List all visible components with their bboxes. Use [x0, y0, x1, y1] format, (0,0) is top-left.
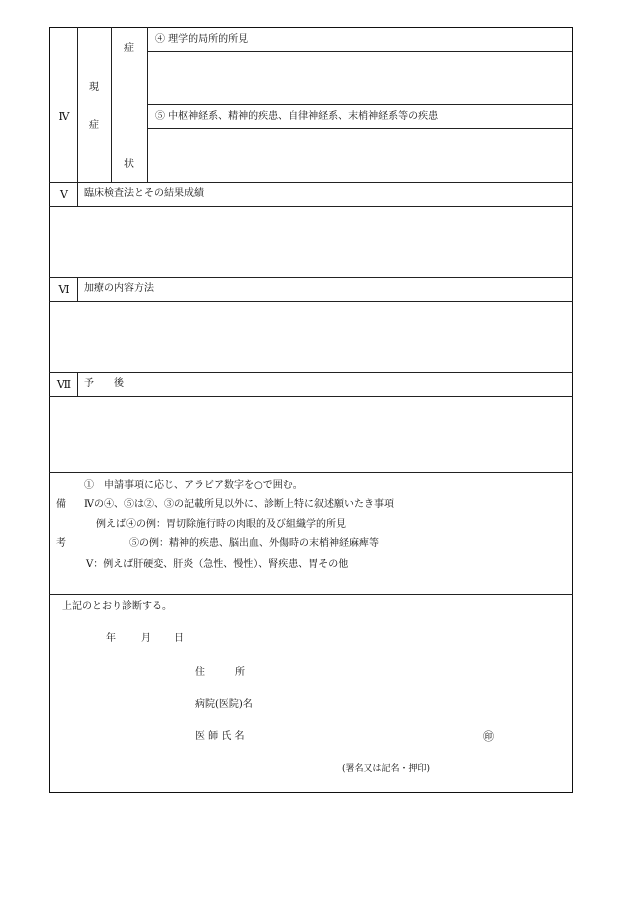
section7-title: 予 後 — [84, 378, 124, 389]
divider-h-section5-header — [49, 206, 573, 207]
divider-h-section6-header — [49, 301, 573, 302]
section5-number: Ⅴ — [60, 188, 68, 201]
divider-v-gensho-col — [111, 27, 112, 182]
divider-h-certification-top — [49, 594, 573, 595]
section4-item5-heading: ⑤ 中枢神経系、精神的疾患、自律神経系、末梢神経系等の疾患 — [155, 111, 439, 122]
section6-title: 加療の内容方法 — [84, 283, 154, 294]
remarks-label-bi: 備 — [56, 499, 66, 510]
remarks-line: ① 申請事項に応じ、アラビア数字を○で囲む。 — [84, 480, 303, 491]
section4-sub-jo: 状 — [124, 159, 134, 170]
remarks-line: Ⅴ：例えば肝硬変、肝炎（急性、慢性）、腎疾患、胃その他 — [86, 559, 349, 570]
date-month-label: 月 — [141, 633, 151, 644]
seal-mark: ㊞ — [483, 730, 494, 743]
divider-h-item5-top — [147, 104, 572, 105]
section4-item4-heading: ④ 理学的局所的所見 — [155, 34, 249, 45]
date-year-label: 年 — [106, 633, 116, 644]
divider-v-section7-number — [77, 372, 78, 396]
divider-h-item5-header — [147, 128, 572, 129]
section7-number: Ⅶ — [56, 378, 72, 391]
address-label: 住 所 — [195, 667, 245, 678]
divider-h-section5-top — [49, 182, 573, 183]
remarks-label-kou: 考 — [56, 538, 66, 549]
hospital-name-label: 病院(医院)名 — [195, 699, 253, 710]
section4-sub-sho: 症 — [124, 43, 134, 54]
doctor-name-label: 医 師 氏 名 — [195, 731, 245, 742]
divider-h-section7-top — [49, 372, 573, 373]
divider-v-number-col — [77, 27, 78, 182]
section4-label-sho: 症 — [89, 120, 99, 131]
section6-number: Ⅵ — [58, 283, 70, 296]
remarks-line: ⑤の例：精神的疾患、脳出血、外傷時の末梢神経麻痺等 — [129, 538, 379, 549]
certification-statement: 上記のとおり診断する。 — [62, 601, 172, 612]
divider-h-section6-top — [49, 277, 573, 278]
divider-h-remarks-top — [49, 472, 573, 473]
section5-title: 臨床検査法とその結果成績 — [84, 188, 204, 199]
divider-h-section7-header — [49, 396, 573, 397]
remarks-line: Ⅳの④、⑤は②、③の記載所見以外に、診断上特に叙述願いたき事項 — [84, 499, 394, 510]
signature-note: (署名又は記名・押印) — [342, 764, 431, 774]
date-day-label: 日 — [174, 633, 184, 644]
divider-h-item4-header — [147, 51, 572, 52]
section4-label-gen: 現 — [89, 82, 99, 93]
section4-number: Ⅳ — [58, 110, 70, 123]
divider-v-section6-number — [77, 277, 78, 301]
form-frame — [49, 27, 573, 793]
remarks-line: 例えば④の例：胃切除施行時の肉眼的及び組織学的所見 — [96, 519, 346, 530]
divider-v-section5-number — [77, 182, 78, 206]
